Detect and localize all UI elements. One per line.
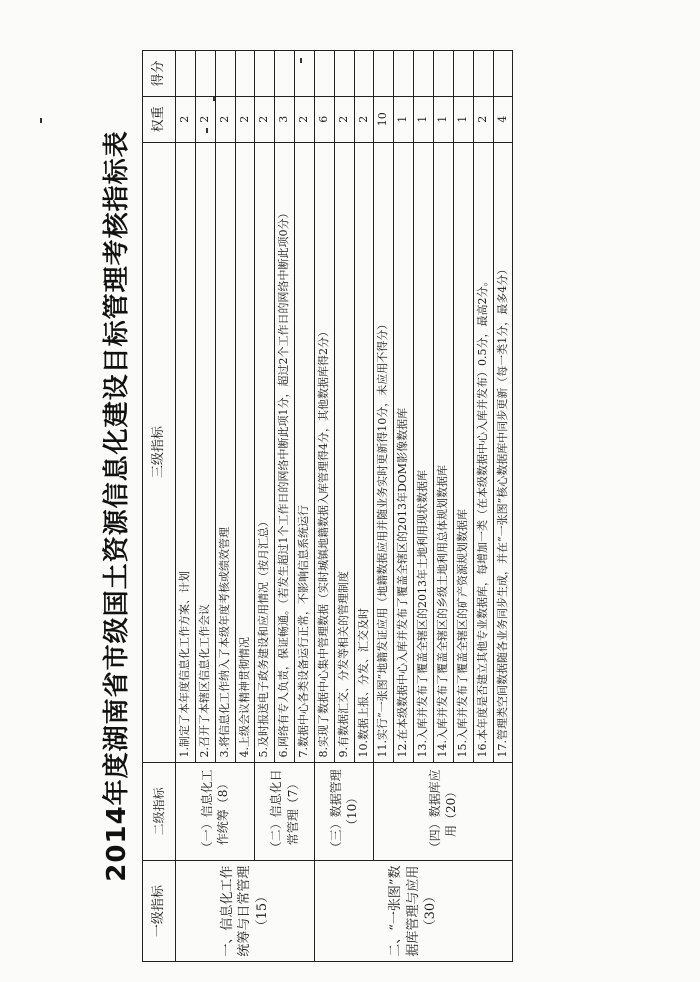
level3-cell: 6.网络有专人负责，保证畅通。（若发生超过1个工作日的网络中断此项1分，超过2个工作日的网络中断此项0分） <box>275 142 295 762</box>
level3-cell: 10.数据上报、分发、汇交及时 <box>354 142 374 762</box>
score-cell[interactable] <box>334 51 354 97</box>
score-cell[interactable] <box>394 51 414 97</box>
score-cell[interactable] <box>493 51 513 97</box>
level2-cell: （三）数据管理（10） <box>314 762 374 861</box>
score-cell[interactable] <box>453 51 473 97</box>
level1-cell: 一、信息化工作统筹与日常管理（15） <box>176 861 315 962</box>
table-row <box>314 51 334 962</box>
level3-cell: 3.将信息化工作纳入了本级年度考核或绩效管理 <box>215 142 235 762</box>
weight-cell: 10 <box>374 96 394 142</box>
header-row <box>143 51 176 962</box>
weight-cell: 2 <box>235 96 255 142</box>
weight-cell: 2 <box>176 96 196 142</box>
score-cell[interactable] <box>176 51 196 97</box>
score-cell[interactable] <box>314 51 334 97</box>
level3-cell: 11.实行“一张图”地籍发证应用（地籍数据应用并随业务实时更新得10分，未应用不得分） <box>374 142 394 762</box>
level3-cell: 12.在本级数据中心入库并发布了覆盖全辖区的2013年DOM影像数据库 <box>394 142 414 762</box>
weight-cell: 3 <box>275 96 295 142</box>
weight-cell: 1 <box>433 96 453 142</box>
weight-cell: 1 <box>414 96 434 142</box>
weight-cell: 1 <box>394 96 414 142</box>
weight-cell: 2 <box>334 96 354 142</box>
weight-cell: 2 <box>295 96 315 142</box>
weight-cell: 2 <box>195 96 215 142</box>
level3-cell: 13.入库并发布了覆盖全辖区的2013年土地利用现状数据库 <box>414 142 434 762</box>
table-row <box>255 51 275 962</box>
rotated-document <box>90 46 680 966</box>
weight-cell: 4 <box>493 96 513 142</box>
level3-cell: 5.及时报送电子政务建设和应用情况（按月汇总） <box>255 142 275 762</box>
weight-cell: 6 <box>314 96 334 142</box>
header-level3: 三级指标 <box>143 142 176 762</box>
weight-cell: 1 <box>453 96 473 142</box>
table-row <box>176 51 196 962</box>
level3-cell: 17.管理类空间数据随各业务同步生成，并在“一张图”核心数据库中同步更新（每一类1分，最多4分） <box>493 142 513 762</box>
level3-cell: 1.制定了本年度信息化工作方案、计划 <box>176 142 196 762</box>
score-cell[interactable] <box>255 51 275 97</box>
level3-cell: 2.召开了本辖区信息化工作会议 <box>195 142 215 762</box>
level3-cell: 7.数据中心各类设备运行正常，不影响信息系统运行 <box>295 142 315 762</box>
weight-cell: 2 <box>473 96 493 142</box>
score-cell[interactable] <box>374 51 394 97</box>
score-cell[interactable] <box>235 51 255 97</box>
indicator-table <box>142 50 513 962</box>
level2-cell: （一）信息化工作统筹（8） <box>176 762 255 861</box>
score-cell[interactable] <box>473 51 493 97</box>
header-weight: 权重 <box>143 96 176 142</box>
score-cell[interactable] <box>433 51 453 97</box>
level3-cell: 4.上级会议精神贯彻情况 <box>235 142 255 762</box>
table-row <box>374 51 394 962</box>
level3-cell: 9.有数据汇交、分发等相关的管理制度 <box>334 142 354 762</box>
weight-cell: 2 <box>354 96 374 142</box>
level3-cell: 16.本年度是否建立其他专业数据库，每增加一类（在本级数据中心入库并发布）0.5分，最高2分。 <box>473 142 493 762</box>
level2-cell: （四）数据库应用（20） <box>374 762 513 861</box>
weight-cell: 2 <box>255 96 275 142</box>
level1-cell: 二、“一张图”数据库管理与应用（30） <box>314 861 512 962</box>
header-score: 得分 <box>143 51 176 97</box>
score-cell[interactable] <box>275 51 295 97</box>
score-cell[interactable] <box>215 51 235 97</box>
level3-cell: 14.入库并发布了覆盖全辖区的乡级土地利用总体规划数据库 <box>433 142 453 762</box>
header-level2: 二级指标 <box>143 762 176 861</box>
score-cell[interactable] <box>195 51 215 97</box>
level2-cell: （二）信息化日常管理（7） <box>255 762 315 861</box>
score-cell[interactable] <box>414 51 434 97</box>
level3-cell: 15.入库并发布了覆盖全辖区的矿产资源规划数据库 <box>453 142 473 762</box>
document-title: 2014年度湖南省市级国土资源信息化建设目标管理考核指标表 <box>102 130 132 882</box>
level3-cell: 8.实现了数据中心集中管理数据（实时城镇地籍数据入库管理得4分，其他数据库得2分） <box>314 142 334 762</box>
weight-cell: 2 <box>215 96 235 142</box>
score-cell[interactable] <box>295 51 315 97</box>
score-cell[interactable] <box>354 51 374 97</box>
header-level1: 一级指标 <box>143 861 176 962</box>
